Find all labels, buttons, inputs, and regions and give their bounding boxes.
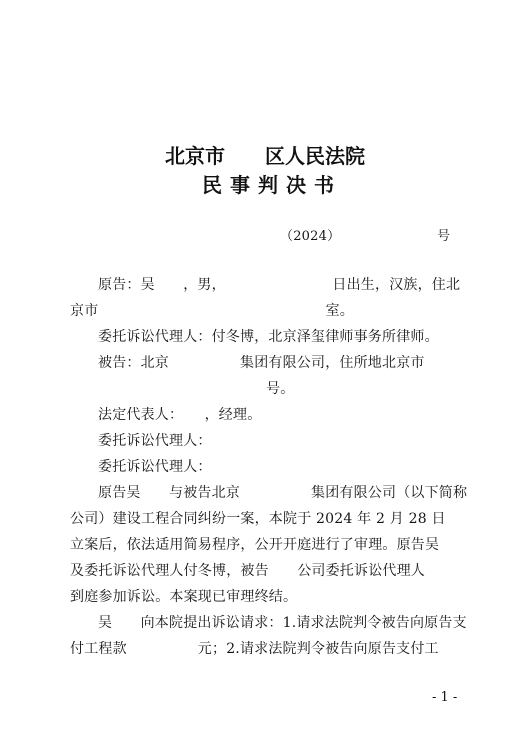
defendant-line-2: 号。 [266,381,295,397]
case-number-prefix: （2024） [280,229,341,244]
plaintiff-line-2: 京市 室。 [70,303,354,319]
page-number: - 1 - [432,690,458,705]
plaintiff-line-1: 原告：吴 ，男， 日出生，汉族，住北 [98,277,461,293]
defendant-line-1: 被告：北京 集团有限公司，住所地北京市 [98,355,425,371]
defendant-agent-line-2: 委托诉讼代理人： [98,459,212,475]
case-summary-line-3: 立案后，依法适用简易程序，公开开庭进行了审理。原告吴 [70,537,440,553]
case-summary-line-4: 及委托诉讼代理人付冬博，被告 公司委托诉讼代理人 [70,563,425,579]
claim-line-2: 付工程款 元；2.请求法院判令被告向原告支付工 [70,641,439,657]
claim-line-1: 吴 向本院提出诉讼请求：1.请求法院判令被告向原告支 [98,615,467,631]
court-title: 北京市 区人民法院 [165,144,365,168]
legal-representative-line: 法定代表人： ，经理。 [98,407,262,423]
case-number-suffix: 号 [437,229,451,244]
case-summary-line-1: 原告吴 与被告北京 集团有限公司（以下简称 [98,485,468,501]
defendant-agent-line-1: 委托诉讼代理人： [98,433,212,449]
document-title: 民事判决书 [202,173,342,197]
case-summary-line-5: 到庭参加诉讼。本案现已审理终结。 [70,589,298,605]
case-summary-line-2: 公司）建设工程合同纠纷一案，本院于 2024 年 2 月 28 日 [70,511,446,527]
plaintiff-agent-line: 委托诉讼代理人：付冬博，北京泽玺律师事务所律师。 [98,329,439,345]
